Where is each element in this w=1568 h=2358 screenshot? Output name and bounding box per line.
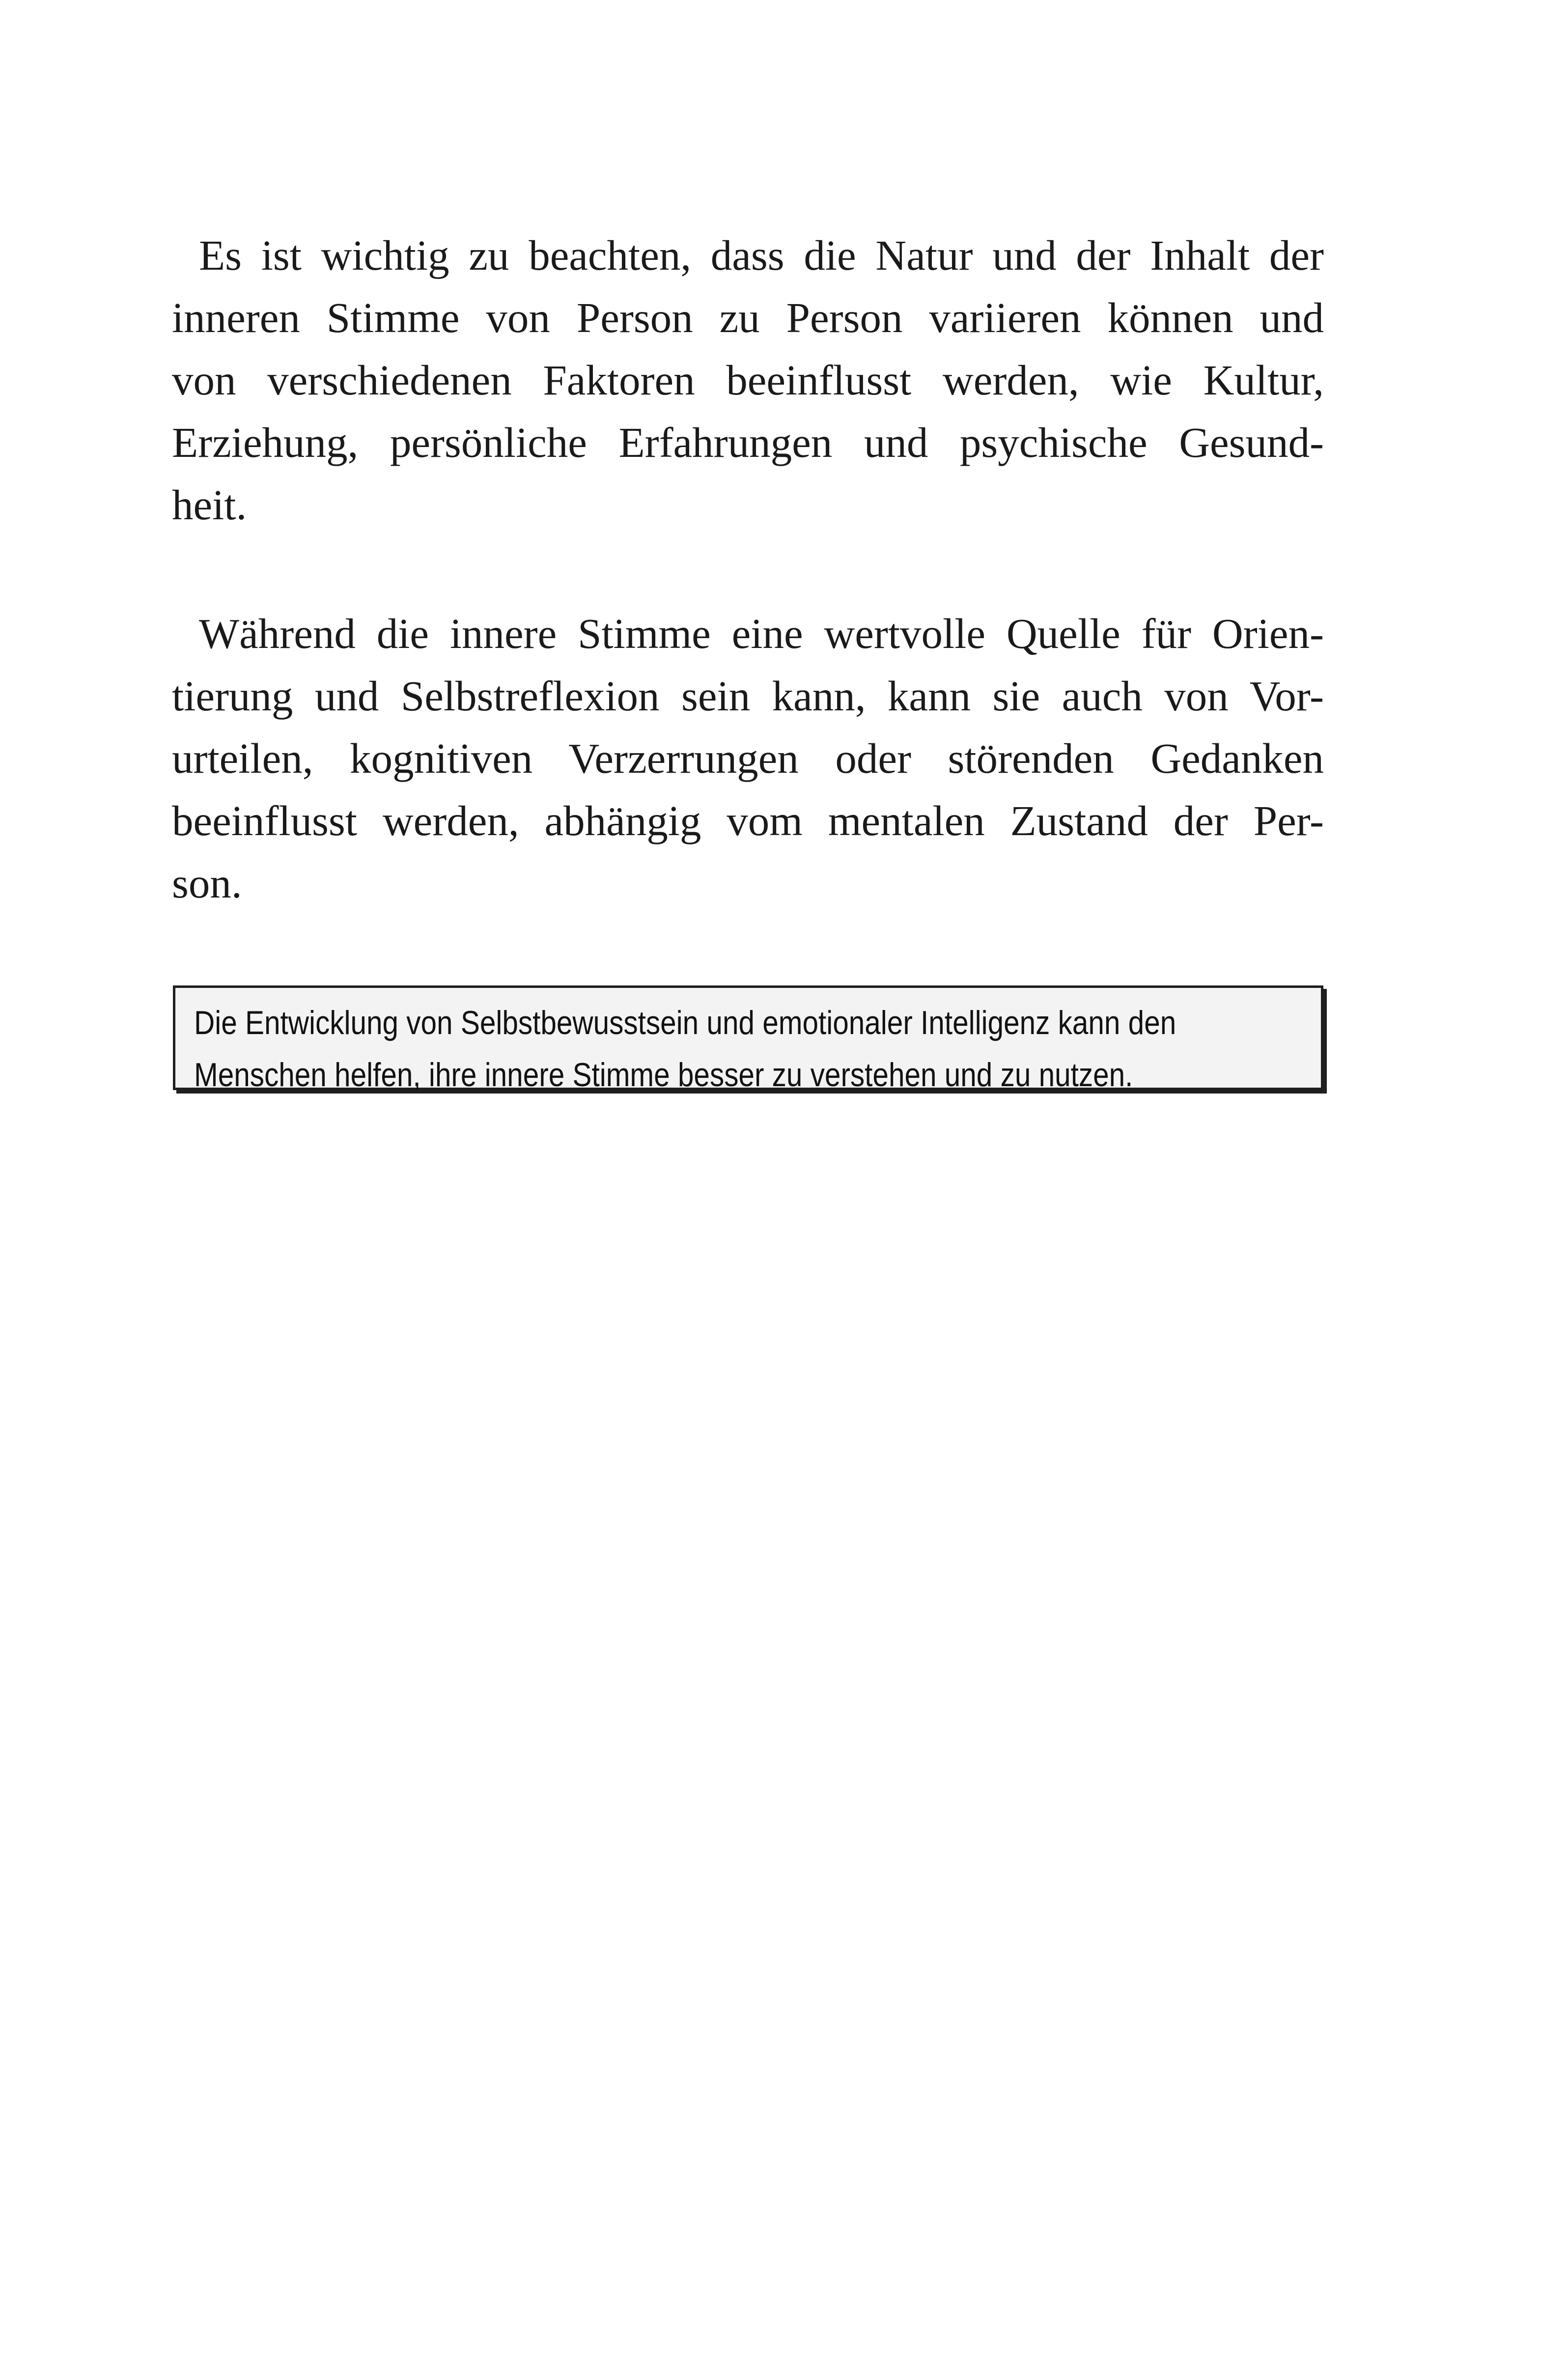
paragraph-line: urteilen, kognitiven Verzerrungen oder störenden Gedanken [172,734,1324,782]
paragraph-line: heit. [172,481,247,529]
callout-box [173,985,1323,1094]
callout-line: Menschen helfen, ihre innere Stimme besser zu verstehen und zu nutzen. [194,1056,1133,1094]
paragraph-line: son. [172,859,242,907]
paragraph-line: von verschiedenen Faktoren beeinflusst werden, wie Kultur, [172,356,1324,404]
paragraph [172,224,1324,536]
paragraph [172,602,1324,914]
callout-text [194,997,1176,1101]
paragraph-line: Erziehung, persönliche Erfahrungen und psychische Gesund- [172,419,1324,466]
callout-line: Die Entwicklung von Selbstbewusstsein und emotionaler Intelligenz kann den [194,1004,1176,1041]
paragraph-line: beeinflusst werden, abhängig vom mentalen Zustand der Per- [172,797,1324,844]
paragraph-line: Es ist wichtig zu beachten, dass die Natur und der Inhalt der [199,231,1324,279]
paragraph-line: Während die innere Stimme eine wertvolle Quelle für Orien- [199,610,1324,657]
paragraph-line: tierung und Selbstreflexion sein kann, kann sie auch von Vor- [172,672,1324,720]
paragraph-line: inneren Stimme von Person zu Person variieren können und [172,294,1324,341]
